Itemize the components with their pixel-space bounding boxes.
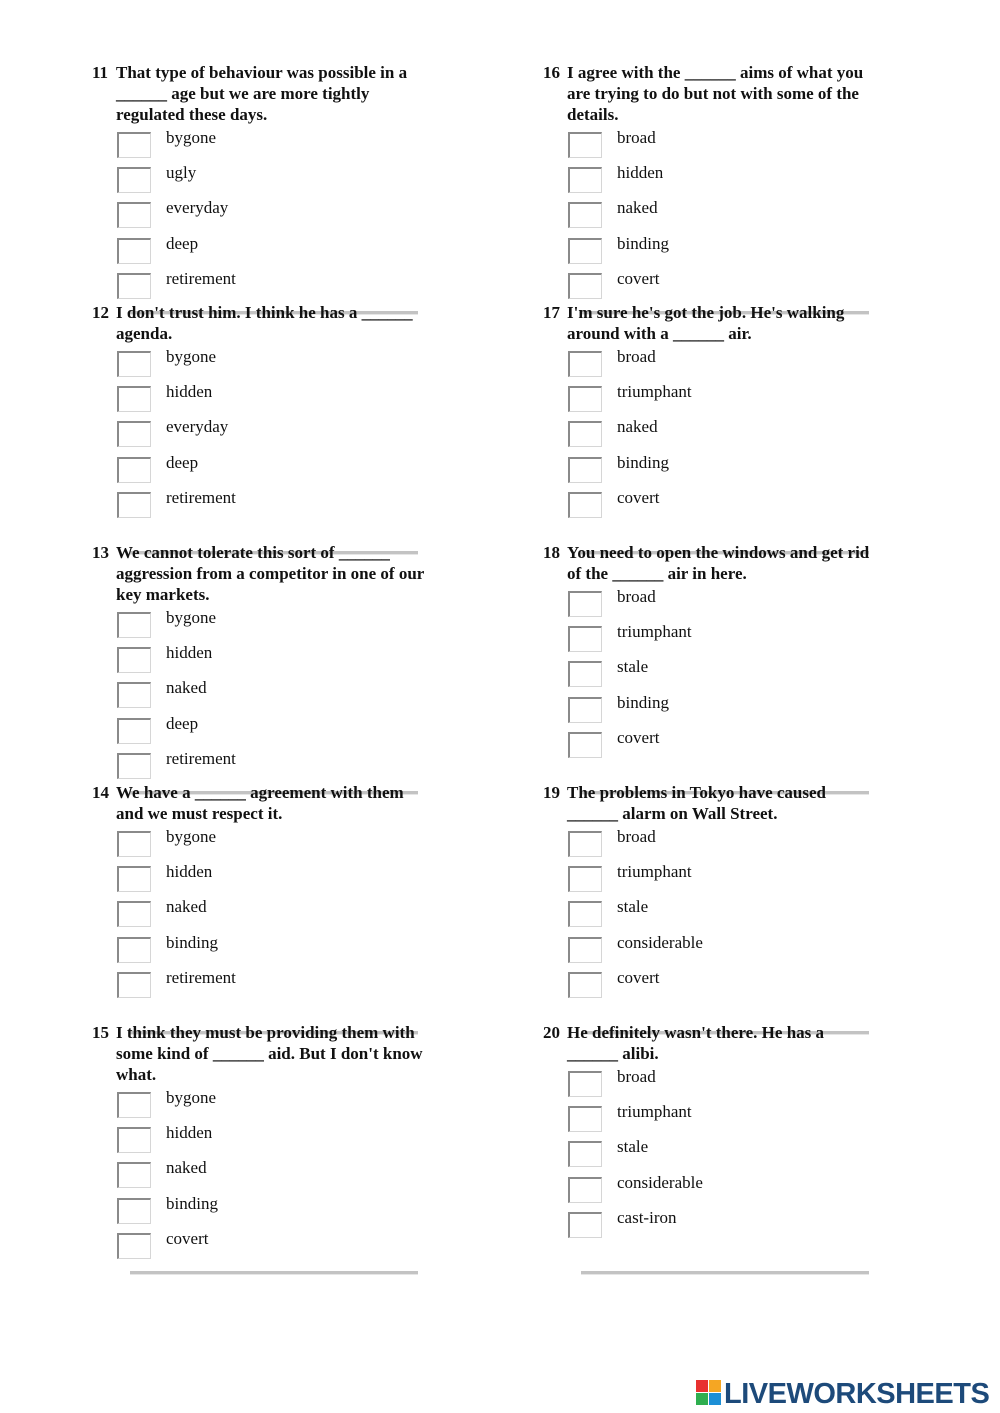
option-label: triumphant [617,1102,692,1122]
options-list [116,608,472,784]
answer-checkbox[interactable] [117,1198,151,1224]
option-label: hidden [617,163,664,183]
option-label: cast-iron [617,1207,677,1227]
option-label: hidden [166,382,213,402]
answer-checkbox[interactable] [568,386,602,412]
question-line: and we must respect it. [116,804,283,823]
question-text [92,302,461,344]
options-list [116,1088,472,1264]
logo-square-red [696,1380,708,1392]
answer-checkbox[interactable] [117,273,151,299]
option-label: binding [617,233,669,253]
option-label: triumphant [617,382,692,402]
option-label: broad [617,1067,656,1086]
option-label: bygone [166,347,217,366]
answer-checkbox[interactable] [117,421,151,447]
question-line: I think they must be providing them with [116,1023,415,1042]
option-row[interactable] [567,234,923,269]
options-list [116,827,472,1003]
answer-checkbox[interactable] [117,937,151,963]
liveworksheets-logo [696,1378,996,1410]
option-row[interactable] [116,417,472,452]
answer-checkbox[interactable] [117,718,151,744]
logo-icon [696,1380,722,1408]
option-label: bygone [166,1088,217,1107]
option-label: stale [617,897,649,917]
option-row[interactable] [116,128,472,163]
answer-checkbox[interactable] [568,351,602,377]
answer-checkbox[interactable] [568,1071,602,1097]
logo-square-blue [709,1393,721,1405]
answer-checkbox[interactable] [568,457,602,483]
answer-checkbox[interactable] [117,238,151,264]
question-text [543,302,912,344]
answer-checkbox[interactable] [568,937,602,963]
question-number: 16 [543,63,560,82]
question-17 [543,302,923,542]
option-label: broad [617,347,656,366]
question-line: regulated these days. [116,105,268,124]
question-19 [543,782,923,1022]
question-line: We cannot tolerate this sort of ______ [116,543,390,562]
answer-checkbox[interactable] [117,901,151,927]
question-line: I don't trust him. I think he has a ______ [116,303,413,322]
options-list [116,128,472,304]
answer-checkbox[interactable] [117,753,151,779]
question-text [543,1022,912,1064]
question-text [92,542,461,605]
question-number: 18 [543,543,560,562]
option-label: covert [617,967,660,987]
answer-checkbox[interactable] [117,647,151,673]
option-row[interactable] [116,347,472,382]
option-row[interactable] [567,198,923,233]
question-line: of the ______ air in here. [567,564,747,583]
answer-checkbox[interactable] [568,167,602,193]
question-line: We have a ______ agreement with them [116,783,404,802]
options-list [567,347,923,523]
option-row[interactable] [567,587,923,622]
options-list [567,827,923,1003]
option-row[interactable] [116,827,472,862]
answer-checkbox[interactable] [568,1141,602,1167]
option-label: retirement [166,967,236,987]
option-row[interactable] [567,657,923,692]
answer-checkbox[interactable] [568,866,602,892]
option-row[interactable] [116,1123,472,1158]
option-label: broad [617,587,656,606]
right-column [543,62,923,1262]
question-line: He definitely wasn't there. He has a [567,1023,825,1042]
option-label: naked [617,198,658,218]
option-row[interactable] [567,488,923,523]
answer-checkbox[interactable] [117,351,151,377]
option-label: hidden [166,643,213,663]
option-row[interactable] [567,1137,923,1172]
question-text [92,62,461,125]
option-label: deep [166,713,199,733]
option-label: covert [617,727,660,747]
question-line: aggression from a competitor in one of our [116,564,425,583]
option-row[interactable] [567,862,923,897]
answer-checkbox[interactable] [568,132,602,158]
answer-checkbox[interactable] [568,1212,602,1238]
question-line: key markets. [116,585,210,604]
option-row[interactable] [567,128,923,163]
option-row[interactable] [567,163,923,198]
option-row[interactable] [567,1102,923,1137]
option-row[interactable] [567,728,923,763]
option-row[interactable] [116,488,472,523]
question-16 [543,62,923,302]
left-column [92,62,472,1262]
option-row[interactable] [116,1158,472,1193]
option-label: broad [617,128,656,147]
option-label: deep [166,233,199,253]
option-label: stale [617,1137,649,1157]
question-text [92,782,461,824]
question-line: ______ age but we are more tightly [116,84,370,103]
question-number: 15 [92,1023,109,1042]
option-label: binding [166,1193,218,1213]
option-row[interactable] [567,622,923,657]
question-text [543,782,912,824]
question-line: around with a ______ air. [567,324,752,343]
option-row[interactable] [116,269,472,304]
question-line: ______ alarm on Wall Street. [567,804,778,823]
option-label: bygone [166,608,217,627]
answer-checkbox[interactable] [117,866,151,892]
answer-checkbox[interactable] [117,492,151,518]
option-row[interactable] [567,1208,923,1243]
option-label: triumphant [617,862,692,882]
options-list [567,128,923,304]
question-line: what. [116,1065,157,1084]
option-row[interactable] [567,347,923,382]
question-number: 11 [92,63,109,82]
option-row[interactable] [116,453,472,488]
option-label: naked [617,417,658,437]
question-18 [543,542,923,782]
option-row[interactable] [116,897,472,932]
question-line: are trying to do but not with some of the [567,84,859,103]
option-label: hidden [166,862,213,882]
answer-checkbox[interactable] [117,1092,151,1118]
options-list [116,347,472,523]
option-row[interactable] [116,714,472,749]
question-14 [92,782,472,1022]
answer-checkbox[interactable] [117,831,151,857]
answer-checkbox[interactable] [117,202,151,228]
option-label: retirement [166,487,236,507]
question-number: 13 [92,543,109,562]
answer-checkbox[interactable] [117,132,151,158]
option-label: considerable [617,932,703,952]
question-line: agenda. [116,324,173,343]
question-number: 14 [92,783,109,802]
option-row[interactable] [116,1194,472,1229]
answer-checkbox[interactable] [117,1233,151,1259]
option-row[interactable] [567,897,923,932]
option-row[interactable] [567,417,923,452]
option-row[interactable] [567,382,923,417]
option-label: naked [166,897,207,917]
answer-checkbox[interactable] [117,682,151,708]
option-label: binding [617,692,669,712]
option-label: retirement [166,748,236,768]
answer-checkbox[interactable] [117,167,151,193]
answer-checkbox[interactable] [117,1127,151,1153]
option-row[interactable] [116,678,472,713]
question-13 [92,542,472,782]
answer-checkbox[interactable] [568,626,602,652]
question-line: The problems in Tokyo have caused [567,783,827,802]
question-text [92,1022,461,1085]
option-label: covert [617,487,660,507]
option-row[interactable] [116,198,472,233]
option-row[interactable] [567,453,923,488]
question-line: some kind of ______ aid. But I don't know [116,1044,423,1063]
question-text [543,542,912,584]
answer-checkbox[interactable] [117,612,151,638]
option-label: ugly [166,163,197,183]
question-number: 17 [543,303,560,322]
options-list [567,1067,923,1243]
option-row[interactable] [116,933,472,968]
option-row[interactable] [116,163,472,198]
logo-square-green [696,1393,708,1405]
answer-checkbox[interactable] [568,591,602,617]
option-label: binding [617,452,669,472]
option-label: covert [617,268,660,288]
question-line: I agree with the ______ aims of what you [567,63,864,82]
option-label: bygone [166,827,217,846]
option-label: triumphant [617,622,692,642]
answer-checkbox[interactable] [568,661,602,687]
option-label: everyday [166,198,229,218]
question-11 [92,62,472,302]
question-12 [92,302,472,542]
option-row[interactable] [116,643,472,678]
answer-checkbox[interactable] [117,386,151,412]
answer-checkbox[interactable] [568,1106,602,1132]
question-line: I'm sure he's got the job. He's walking [567,303,845,322]
answer-checkbox[interactable] [568,202,602,228]
question-line: That type of behaviour was possible in a [116,63,408,82]
options-list [567,587,923,763]
answer-checkbox[interactable] [117,457,151,483]
answer-checkbox[interactable] [117,972,151,998]
question-divider [130,1271,418,1275]
option-label: bygone [166,128,217,147]
option-row[interactable] [116,234,472,269]
option-label: naked [166,1158,207,1178]
option-row[interactable] [116,382,472,417]
option-label: covert [166,1228,209,1248]
answer-checkbox[interactable] [568,421,602,447]
answer-checkbox[interactable] [568,732,602,758]
option-row[interactable] [116,1229,472,1264]
option-row[interactable] [116,968,472,1003]
option-row[interactable] [567,968,923,1003]
answer-checkbox[interactable] [568,238,602,264]
question-text [543,62,912,125]
question-20 [543,1022,923,1262]
option-row[interactable] [567,933,923,968]
question-number: 12 [92,303,109,322]
option-row[interactable] [567,693,923,728]
option-label: binding [166,932,218,952]
answer-checkbox[interactable] [117,1162,151,1188]
option-label: retirement [166,268,236,288]
question-line: ______ alibi. [567,1044,659,1063]
option-label: everyday [166,417,229,437]
option-row[interactable] [567,827,923,862]
option-row[interactable] [567,269,923,304]
option-label: deep [166,452,199,472]
answer-checkbox[interactable] [568,901,602,927]
question-divider [581,1271,869,1275]
question-number: 19 [543,783,560,802]
option-row[interactable] [116,749,472,784]
question-line: details. [567,105,619,124]
option-label: broad [617,827,656,846]
option-row[interactable] [116,862,472,897]
answer-checkbox[interactable] [568,273,602,299]
option-row[interactable] [567,1067,923,1102]
answer-checkbox[interactable] [568,972,602,998]
question-15 [92,1022,472,1262]
answer-checkbox[interactable] [568,492,602,518]
option-row[interactable] [116,608,472,643]
option-label: naked [166,678,207,698]
option-row[interactable] [116,1088,472,1123]
answer-checkbox[interactable] [568,1177,602,1203]
logo-square-orange [709,1380,721,1392]
answer-checkbox[interactable] [568,831,602,857]
option-label: considerable [617,1172,703,1192]
question-line: You need to open the windows and get rid [567,543,870,562]
answer-checkbox[interactable] [568,697,602,723]
option-label: stale [617,657,649,677]
question-number: 20 [543,1023,560,1042]
option-label: hidden [166,1123,213,1143]
logo-text: LIVEWORKSHEETS [724,1377,990,1410]
option-row[interactable] [567,1173,923,1208]
